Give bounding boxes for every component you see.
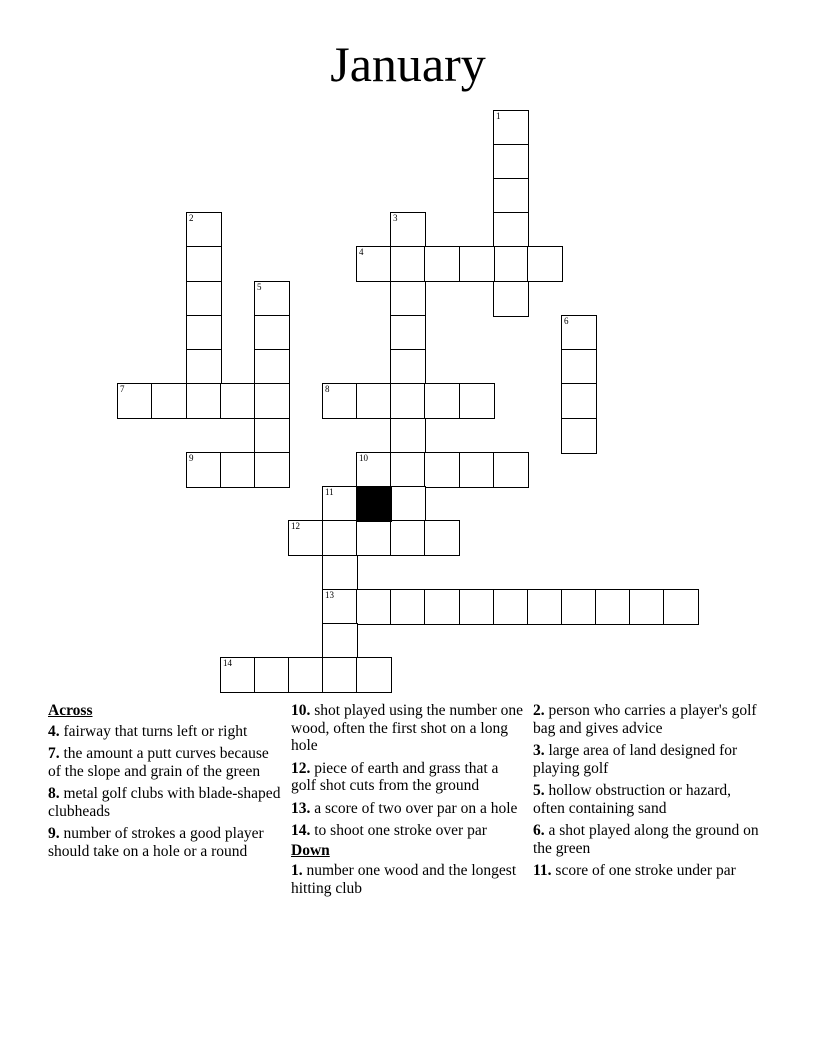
grid-cell-13[interactable] [322, 589, 358, 625]
grid-cell[interactable] [390, 486, 426, 522]
clue-across-7: 7. the amount a putt curves because of the slope and grain of the green [48, 745, 269, 780]
grid-cell-5[interactable] [254, 281, 290, 317]
grid-cell[interactable] [356, 383, 392, 419]
puzzle-title: January [330, 36, 486, 92]
grid-cell[interactable] [390, 452, 426, 488]
grid-cell[interactable] [390, 589, 426, 625]
clue-down-5: 5. hollow obstruction or hazard, often containing sand [533, 782, 732, 817]
grid-cell-10[interactable] [356, 452, 392, 488]
cell-number: 14 [223, 658, 232, 668]
clue-across-13: 13. a score of two over par on a hole [291, 799, 518, 817]
grid-cell-14[interactable] [220, 657, 256, 693]
grid-cell-1[interactable] [493, 110, 529, 146]
clue-across-9: 9. number of strokes a good player should take on a hole or a round [48, 825, 264, 860]
grid-cell[interactable] [322, 555, 358, 591]
grid-cell[interactable] [186, 315, 222, 351]
grid-cell[interactable] [629, 589, 665, 625]
grid-cell-2[interactable] [186, 212, 222, 248]
grid-cell-3[interactable] [390, 212, 426, 248]
grid-cell[interactable] [254, 657, 290, 693]
grid-cell[interactable] [186, 349, 222, 385]
grid-cell[interactable] [424, 520, 460, 556]
grid-cell[interactable] [424, 589, 460, 625]
clue-across-14: 14. to shoot one stroke over par [291, 822, 487, 839]
clues-column-1 [48, 702, 284, 865]
grid-cell[interactable] [390, 281, 426, 317]
cell-number: 12 [291, 521, 300, 531]
grid-cell[interactable] [390, 349, 426, 385]
cell-number: 11 [325, 487, 334, 497]
clue-down-2: 2. person who carries a player's golf bag and gives advice [533, 702, 757, 737]
cell-number: 9 [189, 453, 194, 463]
grid-cell[interactable] [322, 623, 358, 659]
cell-number: 5 [257, 282, 262, 292]
grid-cell[interactable] [424, 452, 460, 488]
grid-cell-9[interactable] [186, 452, 222, 488]
grid-cell[interactable] [322, 520, 358, 556]
grid-cell[interactable] [390, 418, 426, 454]
cell-number: 2 [189, 213, 194, 223]
cell-number: 10 [359, 453, 368, 463]
cell-number: 8 [325, 384, 330, 394]
grid-cell[interactable] [493, 281, 529, 317]
grid-cell-11[interactable] [322, 486, 358, 522]
cell-number: 3 [393, 213, 398, 223]
grid-cell[interactable] [493, 178, 529, 214]
grid-cell[interactable] [390, 315, 426, 351]
grid-cell[interactable] [254, 418, 290, 454]
grid-cell[interactable] [254, 315, 290, 351]
grid-cell[interactable] [151, 383, 187, 419]
cell-number: 4 [359, 247, 364, 257]
grid-cell[interactable] [356, 589, 392, 625]
grid-cell-7[interactable] [117, 383, 153, 419]
grid-cell[interactable] [288, 657, 324, 693]
grid-cell[interactable] [356, 520, 392, 556]
grid-cell[interactable] [493, 144, 529, 180]
clue-down-1: 1. number one wood and the longest hitting club [291, 862, 517, 897]
grid-cell[interactable] [390, 246, 426, 282]
clue-down-11: 11. score of one stroke under par [533, 862, 736, 879]
clue-across-8: 8. metal golf clubs with blade-shaped clubheads [48, 785, 281, 820]
cell-number: 6 [564, 316, 569, 326]
grid-cell[interactable] [493, 212, 529, 248]
grid-cell[interactable] [527, 246, 563, 282]
grid-cell[interactable] [561, 589, 597, 625]
clues-column-3 [533, 702, 761, 885]
across-heading: Across [48, 702, 93, 719]
grid-cell[interactable] [493, 589, 529, 625]
cell-number: 1 [496, 111, 501, 121]
clue-across-12: 12. piece of earth and grass that a golf shot cuts from the ground [291, 759, 499, 794]
grid-cell-12[interactable] [288, 520, 324, 556]
grid-cell[interactable] [186, 246, 222, 282]
down-heading: Down [291, 841, 330, 859]
grid-cell[interactable] [459, 589, 495, 625]
grid-cell[interactable] [561, 383, 597, 419]
grid-cell[interactable] [424, 383, 460, 419]
grid-cell[interactable] [254, 349, 290, 385]
grid-cell[interactable] [527, 589, 563, 625]
grid-cell[interactable] [493, 452, 529, 488]
grid-cell[interactable] [390, 520, 426, 556]
cell-number: 13 [325, 590, 334, 600]
grid-cell-8[interactable] [322, 383, 358, 419]
grid-cell[interactable] [390, 383, 426, 419]
grid-cell[interactable] [459, 383, 495, 419]
clue-across-10: 10. shot played using the number one wood, often the first shot on a long hole [291, 702, 524, 754]
grid-cell[interactable] [186, 383, 222, 419]
black-square [356, 486, 392, 522]
clue-down-6: 6. a shot played along the ground on the green [533, 822, 759, 857]
clue-down-3: 3. large area of land designed for playing golf [533, 742, 738, 777]
grid-cell[interactable] [561, 418, 597, 454]
grid-cell[interactable] [663, 589, 699, 625]
grid-cell[interactable] [220, 383, 256, 419]
grid-cell-4[interactable] [356, 246, 392, 282]
grid-cell[interactable] [595, 589, 631, 625]
grid-cell[interactable] [254, 383, 290, 419]
grid-cell[interactable] [254, 452, 290, 488]
clues-column-2 [291, 702, 527, 902]
grid-cell[interactable] [322, 657, 358, 693]
grid-cell[interactable] [424, 246, 460, 282]
cell-number: 7 [120, 384, 125, 394]
grid-cell[interactable] [561, 349, 597, 385]
grid-cell[interactable] [459, 452, 495, 488]
grid-cell[interactable] [356, 657, 392, 693]
grid-cell[interactable] [220, 452, 256, 488]
grid-cell-6[interactable] [561, 315, 597, 351]
grid-cell[interactable] [493, 246, 529, 282]
grid-cell[interactable] [186, 281, 222, 317]
clue-across-4: 4. fairway that turns left or right [48, 722, 248, 740]
grid-cell[interactable] [459, 246, 495, 282]
